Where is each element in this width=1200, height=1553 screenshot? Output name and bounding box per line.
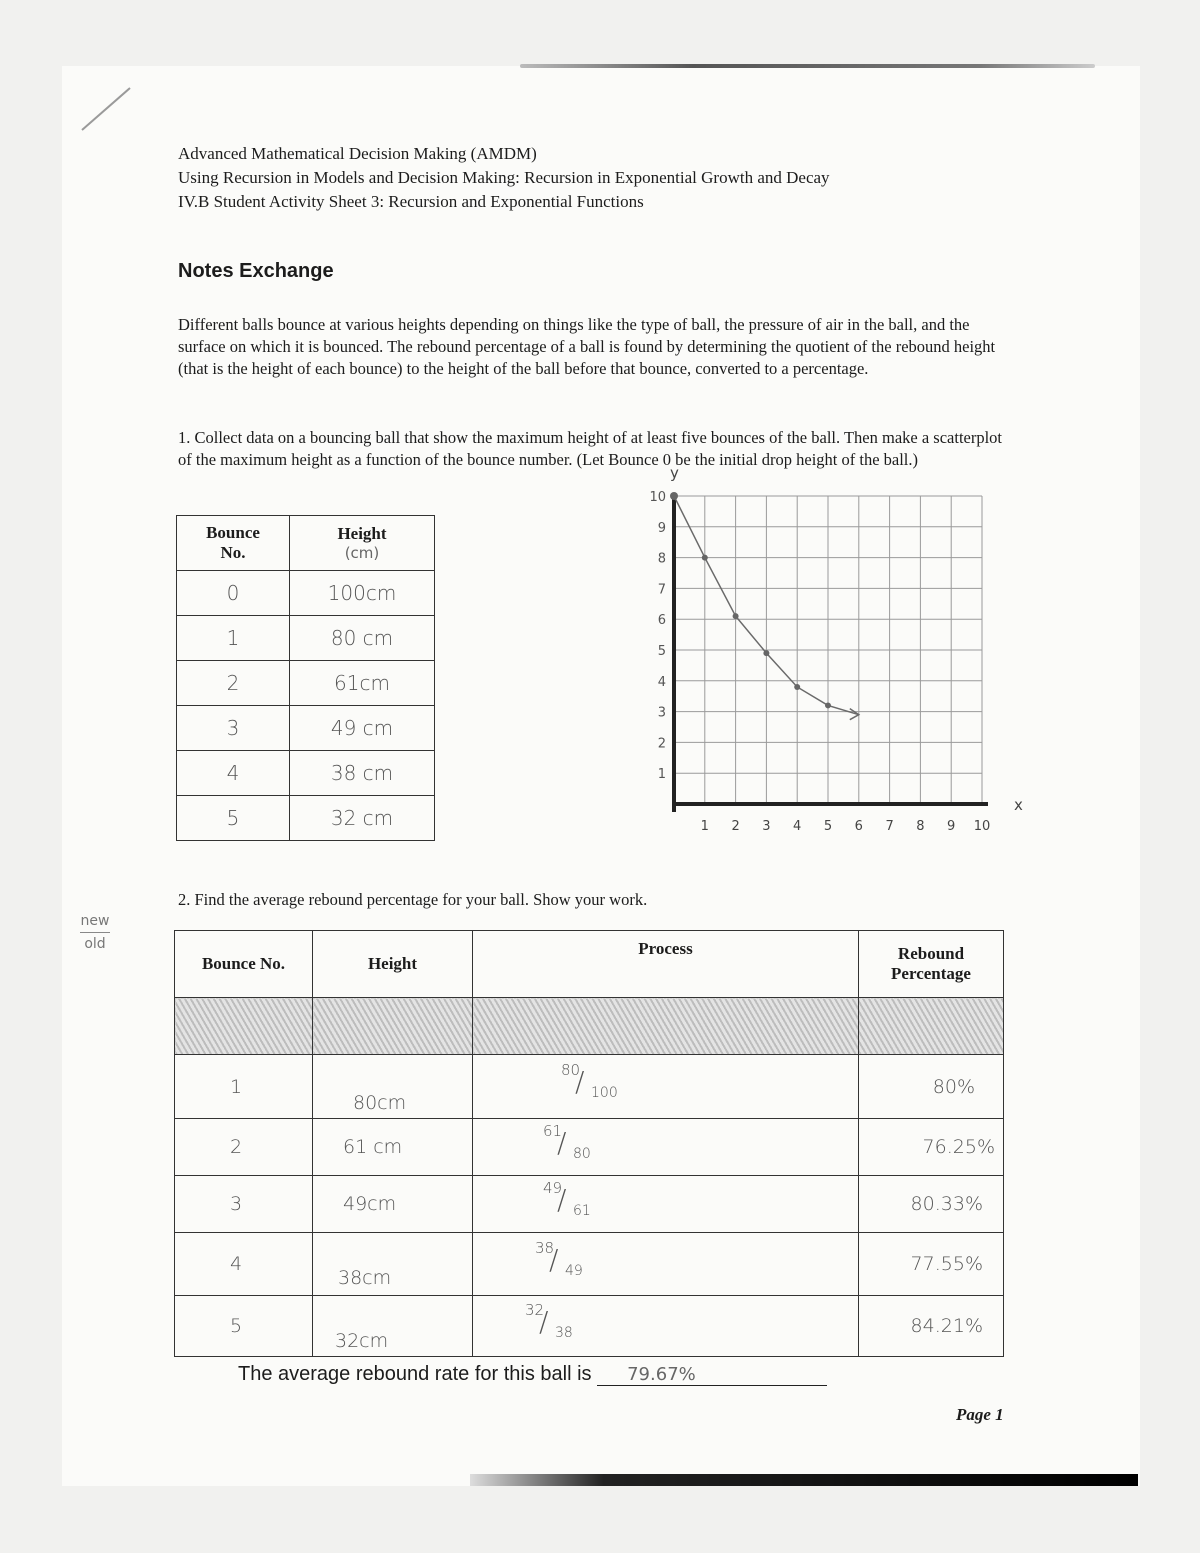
process-cell [473, 1296, 859, 1357]
bounce-cell: 1 [177, 616, 290, 661]
height-cell: 49cm [313, 1176, 473, 1233]
y-tick-label: 7 [657, 582, 666, 598]
process-cell [473, 1119, 859, 1176]
table-row [177, 661, 435, 706]
fraction-slash: / [557, 1125, 567, 1159]
rebound-cell: 80.33% [859, 1176, 1004, 1233]
average-value: 79.67% [597, 1364, 827, 1386]
numerator: 80 [561, 1061, 581, 1079]
denominator: 38 [555, 1324, 573, 1341]
bounce-cell: 2 [175, 1119, 313, 1176]
course-title: Advanced Mathematical Decision Making (AMDM) [178, 144, 537, 163]
table-header-row [177, 516, 435, 571]
numerator: 61 [543, 1121, 563, 1140]
fraction [543, 1120, 633, 1170]
bounce-cell: 0 [177, 571, 290, 616]
rebound-column-header [859, 931, 1004, 998]
shaded-cell [175, 998, 313, 1055]
denominator: 49 [565, 1262, 583, 1279]
unit-title: Using Recursion in Models and Decision Making: Recursion in Exponential Growth and Decay [178, 168, 830, 187]
numerator: 49 [543, 1178, 563, 1197]
y-tick-label: 4 [657, 674, 666, 690]
shaded-cell [313, 998, 473, 1055]
question-2: 2. Find the average rebound percentage for your ball. Show your work. [178, 890, 648, 909]
series-arrowhead [850, 709, 859, 720]
pencil-check-mark [80, 80, 135, 135]
height-cell: 80 cm [290, 616, 435, 661]
bounce-cell: 5 [175, 1296, 313, 1357]
fraction [525, 1299, 615, 1349]
bounce-cell: 3 [177, 706, 290, 751]
data-point [670, 492, 678, 500]
document-header [178, 142, 830, 214]
y-tick-label: 5 [657, 644, 666, 659]
table-row [177, 571, 435, 616]
data-point [733, 613, 739, 619]
average-label: The average rebound rate for this ball is [238, 1363, 592, 1385]
bottom-edge-line [470, 1474, 1138, 1486]
rebound-cell: 84.21% [859, 1296, 1004, 1357]
x-tick-label: 10 [973, 819, 991, 834]
bounce-column-header [177, 516, 290, 571]
x-tick-label: 7 [885, 819, 894, 834]
sheet-title: IV.B Student Activity Sheet 3: Recursion and Exponential Functions [178, 192, 644, 211]
data-point [794, 684, 800, 690]
x-axis-label: x [1014, 796, 1023, 814]
x-tick-label: 1 [700, 819, 709, 834]
fraction [561, 1059, 651, 1109]
bounce-cell: 2 [177, 661, 290, 706]
table-row [177, 616, 435, 661]
height-column-header: Height [313, 931, 473, 998]
fraction-slash: / [539, 1304, 549, 1338]
y-tick-label: 6 [657, 613, 666, 629]
numerator: 32 [525, 1300, 545, 1319]
question-1: 1. Collect data on a bouncing ball that show the maximum height of at least five bounces of the ball. Then make a scatterplot of the maximum height as a function of the bounce number. (Let Bounce 0 be the initial drop height of the ball.) [178, 428, 1003, 469]
x-tick-label: 9 [947, 819, 956, 834]
height-cell: 61cm [290, 661, 435, 706]
fraction-slash: / [549, 1242, 559, 1276]
height-cell: 32cm [313, 1296, 473, 1357]
height-cell: 38 cm [290, 751, 435, 796]
bounce-cell: 4 [177, 751, 290, 796]
x-tick-label: 3 [762, 819, 771, 834]
rebound-percentage-table [174, 930, 1004, 1357]
bounce-cell: 4 [175, 1233, 313, 1296]
x-tick-label: 8 [916, 819, 925, 834]
section-heading: Notes Exchange [178, 260, 334, 282]
table-row [175, 1233, 1004, 1296]
margin-note-top: new [80, 913, 110, 929]
bounce-cell: 1 [175, 1055, 313, 1119]
table-row [177, 751, 435, 796]
process-cell [473, 1176, 859, 1233]
rebound-cell: 80% [859, 1055, 1004, 1119]
denominator: 80 [573, 1145, 591, 1162]
bounce-column-header: Bounce No. [175, 931, 313, 998]
table-row [175, 1296, 1004, 1357]
y-tick-label: 8 [657, 551, 666, 567]
process-cell [473, 1055, 859, 1119]
top-edge-line [520, 64, 1095, 68]
table-row [175, 1119, 1004, 1176]
fraction [535, 1237, 625, 1287]
rebound-header-line2: Percentage [891, 964, 971, 983]
bounce-height-table [176, 515, 435, 841]
intro-paragraph: Different balls bounce at various heights depending on things like the type of ball, the pressure of air in the ball, and the surface on which it is bounced. The rebound percentage of a ball is found by determining the quotient of the rebound height (that is the height of each bounce) to the height of the ball before that bounce, converted to a percentage. [178, 315, 996, 378]
fraction-slash: / [575, 1065, 585, 1098]
fraction-slash: / [557, 1182, 567, 1216]
denominator: 61 [573, 1202, 591, 1219]
height-cell: 49 cm [290, 706, 435, 751]
bounce-header-line1: Bounce [206, 523, 260, 542]
shaded-row [175, 998, 1004, 1055]
table-header-row [175, 931, 1004, 998]
shaded-cell [473, 998, 859, 1055]
height-cell: 80cm [313, 1055, 473, 1119]
y-tick-label: 10 [649, 490, 666, 505]
denominator: 100 [591, 1085, 618, 1101]
data-point [825, 702, 831, 708]
y-tick-label: 9 [657, 520, 666, 536]
bounce-cell: 5 [177, 796, 290, 841]
x-tick-label: 2 [731, 819, 740, 834]
process-cell [473, 1233, 859, 1296]
bounce-scatterplot [628, 464, 1048, 850]
data-point [763, 650, 769, 656]
table-row [175, 1176, 1004, 1233]
process-column-header: Process [473, 931, 859, 998]
y-tick-label: 2 [657, 736, 666, 752]
shaded-cell [859, 998, 1004, 1055]
numerator: 38 [535, 1238, 555, 1257]
y-tick-label: 3 [657, 705, 666, 721]
height-cell: 100cm [290, 571, 435, 616]
y-tick-label: 1 [657, 767, 666, 783]
rebound-cell: 76.25% [859, 1119, 1004, 1176]
rebound-header-line1: Rebound [897, 944, 965, 963]
fraction [543, 1177, 633, 1227]
height-cell: 32 cm [290, 796, 435, 841]
x-tick-label: 5 [823, 819, 833, 834]
rebound-cell: 77.55% [859, 1233, 1004, 1296]
margin-note [80, 912, 110, 953]
height-header-label: Height [337, 524, 387, 543]
margin-note-bottom: old [84, 936, 106, 952]
data-point [702, 555, 708, 561]
table-row [177, 706, 435, 751]
bounce-cell: 3 [175, 1176, 313, 1233]
bounce-header-line2: No. [220, 543, 246, 562]
x-tick-label: 6 [854, 819, 863, 834]
average-rebound-line [238, 1363, 827, 1386]
table-row [175, 1055, 1004, 1119]
height-cell: 61 cm [313, 1119, 473, 1176]
page-number: Page 1 [956, 1405, 1004, 1424]
height-column-header [290, 516, 435, 571]
table-row [177, 796, 435, 841]
y-axis-label: y [670, 464, 679, 482]
x-tick-label: 4 [793, 819, 802, 834]
height-unit: (cm) [344, 544, 380, 562]
height-cell: 38cm [313, 1233, 473, 1296]
